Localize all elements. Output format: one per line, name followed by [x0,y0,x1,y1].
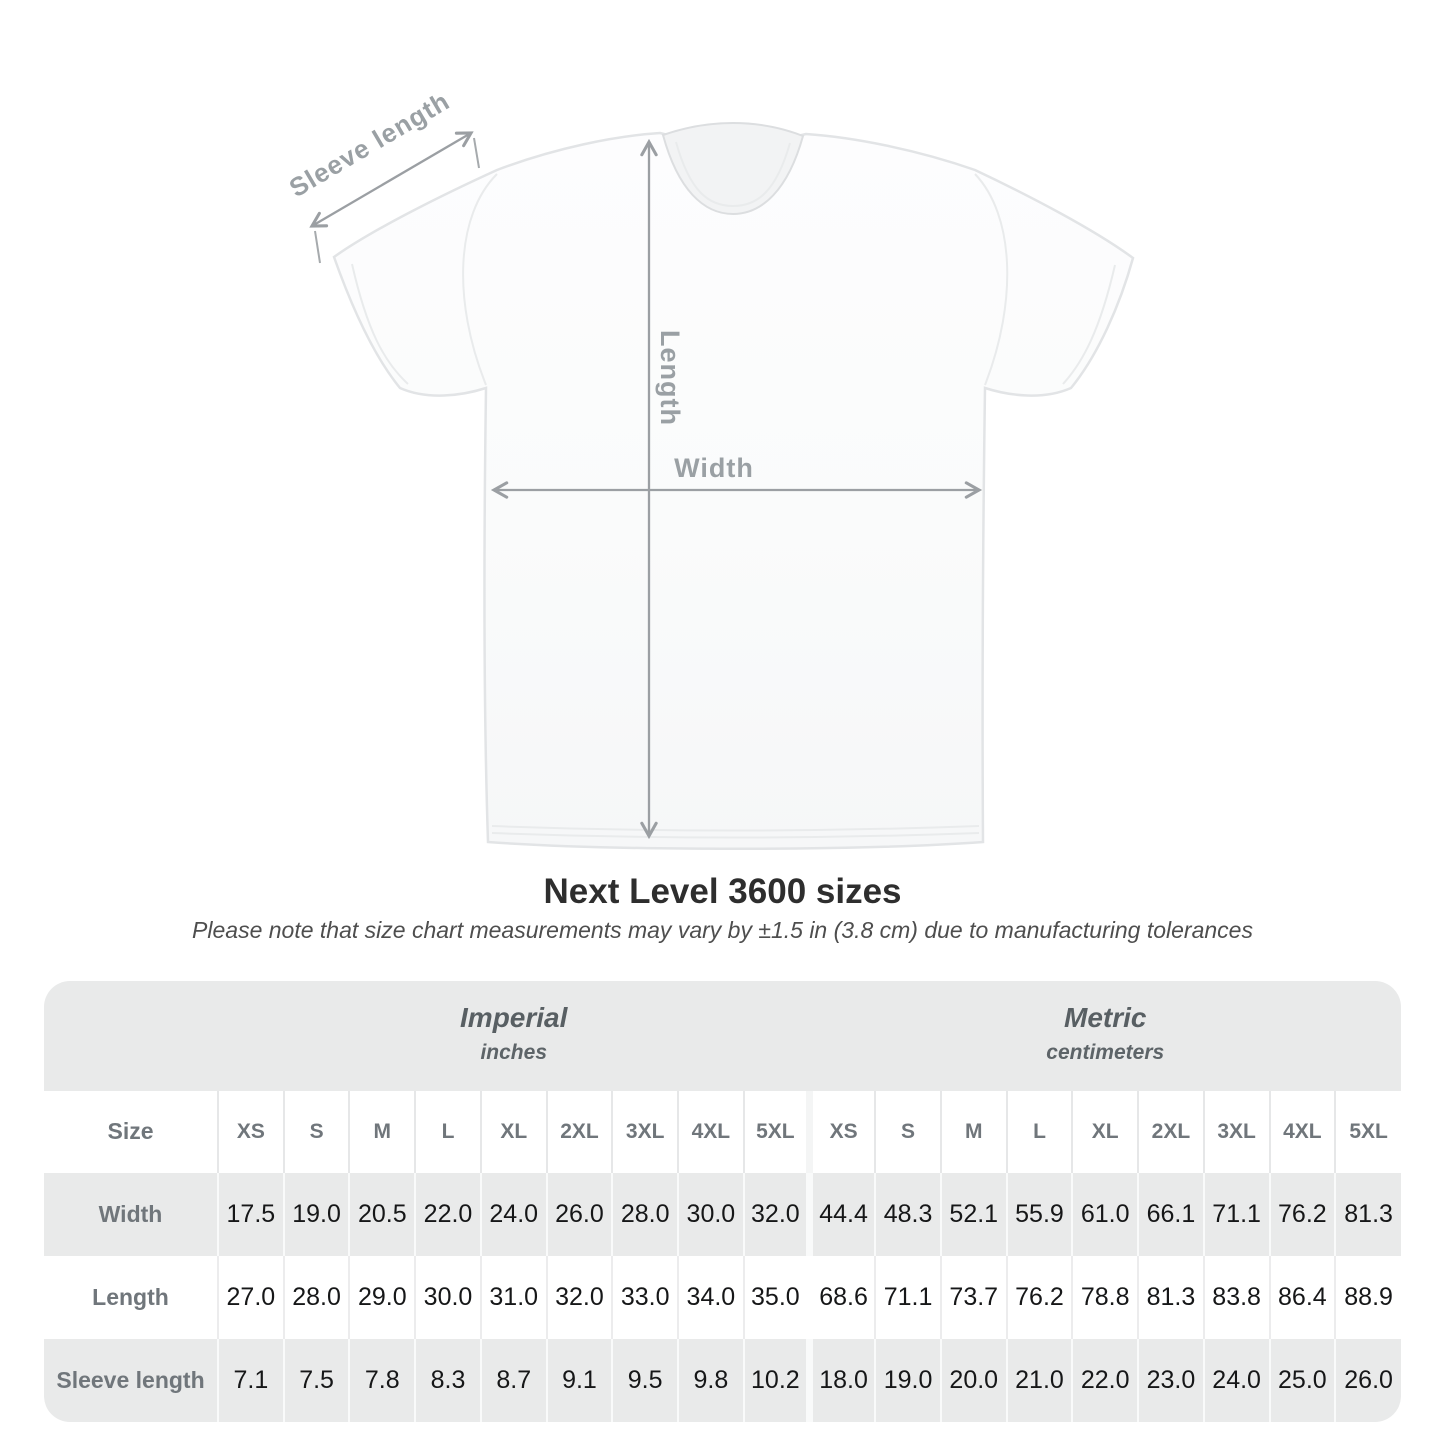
size-value-cell: 20.5 [349,1173,415,1256]
size-value-cell: 23.0 [1138,1339,1204,1422]
size-value-cell: 71.1 [1204,1173,1270,1256]
imperial-subtitle: inches [480,1041,547,1065]
size-value-cell: 83.8 [1204,1256,1270,1339]
size-value-cell: 68.6 [809,1256,875,1339]
size-value-cell: 26.0 [547,1173,613,1256]
size-col-header: XL [1072,1091,1138,1173]
size-col-header: 2XL [1138,1091,1204,1173]
size-value-cell: 9.8 [678,1339,744,1422]
unit-group-imperial [218,981,809,1091]
size-col-header: 4XL [1270,1091,1336,1173]
size-value-cell: 10.2 [744,1339,810,1422]
size-header-label: Size [44,1091,218,1173]
size-value-cell: 71.1 [875,1256,941,1339]
page-title: Next Level 3600 sizes [543,872,902,911]
size-value-cell: 17.5 [218,1173,284,1256]
size-value-cell: 21.0 [1007,1339,1073,1422]
metric-subtitle: centimeters [1046,1041,1165,1065]
size-col-header: L [1007,1091,1073,1173]
size-col-header: 3XL [1204,1091,1270,1173]
size-value-cell: 30.0 [415,1256,481,1339]
size-value-cell: 7.5 [284,1339,350,1422]
size-value-cell: 81.3 [1335,1173,1401,1256]
tshirt-illustration [334,123,1133,849]
size-value-cell: 22.0 [415,1173,481,1256]
size-table-row [44,1339,1401,1422]
size-value-cell: 19.0 [284,1173,350,1256]
size-value-cell: 52.1 [941,1173,1007,1256]
size-col-header: XS [809,1091,875,1173]
sleeve-arrow-tick-start [315,231,320,263]
size-header-row [44,1091,1401,1173]
size-table-row [44,1256,1401,1339]
size-value-cell: 29.0 [349,1256,415,1339]
length-label: Length [655,330,685,426]
unit-header-row [44,981,1401,1091]
size-chart-table [44,981,1401,1422]
size-value-cell: 73.7 [941,1256,1007,1339]
size-value-cell: 78.8 [1072,1256,1138,1339]
size-value-cell: 20.0 [941,1339,1007,1422]
size-value-cell: 8.7 [481,1339,547,1422]
size-value-cell: 32.0 [547,1256,613,1339]
sleeve-length-label: Sleeve length [284,85,455,204]
size-col-header: 5XL [1335,1091,1401,1173]
size-value-cell: 88.9 [1335,1256,1401,1339]
size-col-header: 5XL [744,1091,810,1173]
size-value-cell: 32.0 [744,1173,810,1256]
size-value-cell: 86.4 [1270,1256,1336,1339]
size-col-header: XS [218,1091,284,1173]
size-value-cell: 26.0 [1335,1339,1401,1422]
size-value-cell: 31.0 [481,1256,547,1339]
size-value-cell: 30.0 [678,1173,744,1256]
size-value-cell: 25.0 [1270,1339,1336,1422]
size-value-cell: 7.1 [218,1339,284,1422]
size-value-cell: 35.0 [744,1256,810,1339]
sleeve-arrow-tick-end [474,138,479,168]
size-chart-card [44,981,1401,1422]
size-value-cell: 61.0 [1072,1173,1138,1256]
size-value-cell: 55.9 [1007,1173,1073,1256]
size-value-cell: 9.1 [547,1339,613,1422]
size-value-cell: 8.3 [415,1339,481,1422]
size-table-row [44,1173,1401,1256]
size-col-header: S [284,1091,350,1173]
row-label: Sleeve length [44,1339,218,1422]
size-value-cell: 28.0 [284,1256,350,1339]
size-value-cell: 9.5 [612,1339,678,1422]
size-table-body [44,1173,1401,1422]
size-value-cell: 44.4 [809,1173,875,1256]
size-value-cell: 76.2 [1270,1173,1336,1256]
size-col-header: L [415,1091,481,1173]
size-col-header: 3XL [612,1091,678,1173]
size-value-cell: 7.8 [349,1339,415,1422]
metric-title: Metric [1064,1002,1147,1034]
size-value-cell: 18.0 [809,1339,875,1422]
width-label: Width [674,453,754,483]
imperial-title: Imperial [460,1002,568,1034]
size-col-header: 2XL [547,1091,613,1173]
size-col-header: S [875,1091,941,1173]
size-value-cell: 28.0 [612,1173,678,1256]
tolerance-note: Please note that size chart measurements may vary by ±1.5 in (3.8 cm) due to manufacturing tolerances [192,917,1253,943]
size-value-cell: 48.3 [875,1173,941,1256]
size-value-cell: 22.0 [1072,1339,1138,1422]
size-col-header: M [941,1091,1007,1173]
size-col-header: XL [481,1091,547,1173]
size-value-cell: 33.0 [612,1256,678,1339]
row-label: Length [92,1283,169,1310]
size-col-header: M [349,1091,415,1173]
size-value-cell: 76.2 [1007,1256,1073,1339]
size-col-header: 4XL [678,1091,744,1173]
unit-group-metric [809,981,1401,1091]
unit-header-spacer [44,981,218,1091]
size-value-cell: 19.0 [875,1339,941,1422]
size-value-cell: 24.0 [1204,1339,1270,1422]
size-value-cell: 34.0 [678,1256,744,1339]
row-label: Width [44,1173,218,1256]
size-value-cell: 66.1 [1138,1173,1204,1256]
size-value-cell: 24.0 [481,1173,547,1256]
size-value-cell: 81.3 [1138,1256,1204,1339]
size-value-cell: 27.0 [218,1256,284,1339]
